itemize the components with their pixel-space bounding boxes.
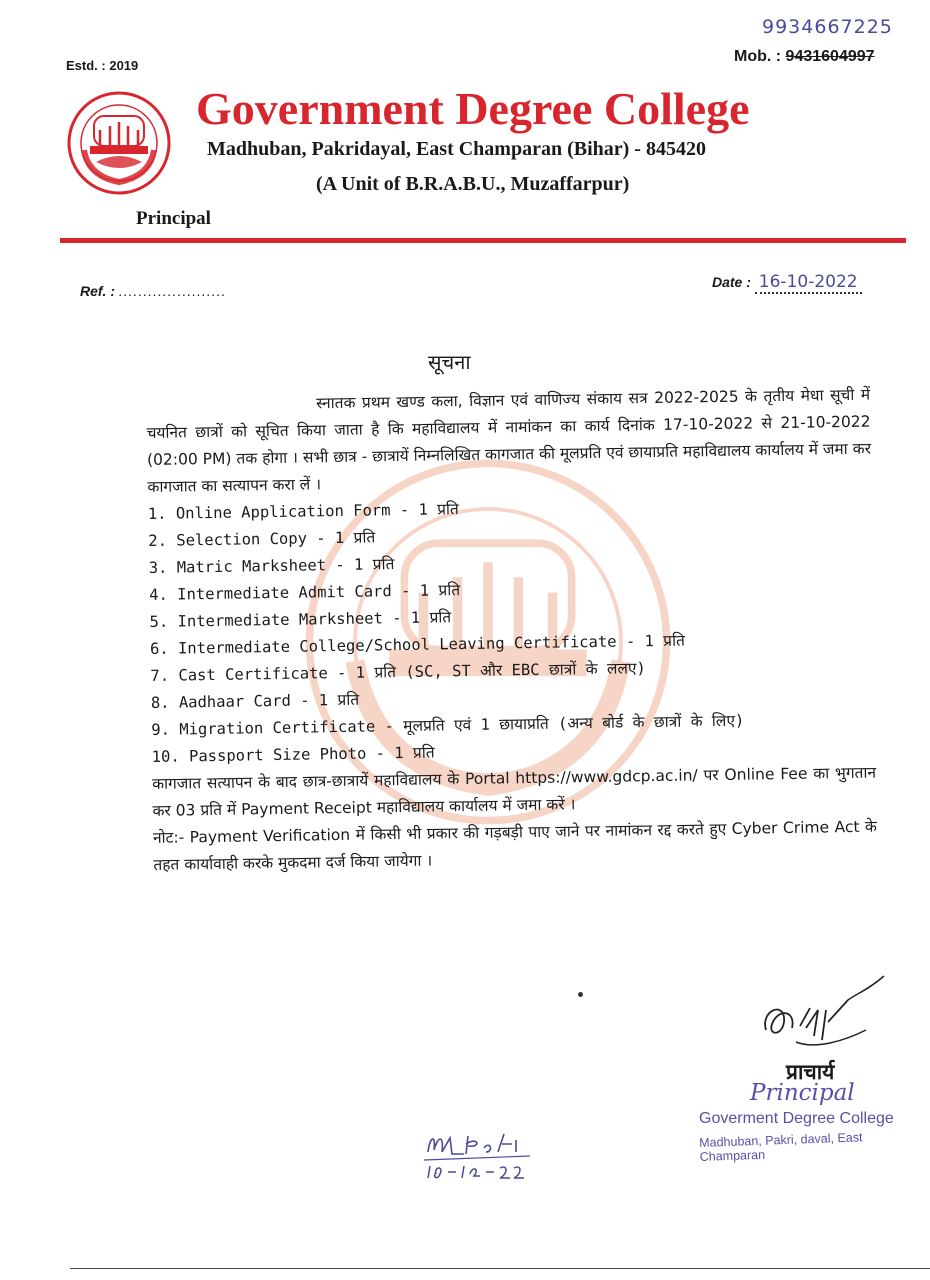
list-item: 1. Online Application Form - 1 प्रति: [147, 500, 459, 523]
header-divider: [60, 238, 906, 243]
list-item: 2. Selection Copy - 1 प्रति: [148, 528, 376, 550]
handwritten-mobile-number: 9934667225: [762, 16, 893, 38]
university-affiliation: (A Unit of B.R.A.B.U., Muzaffarpur): [316, 173, 630, 195]
page-bottom-rule: [70, 1268, 930, 1269]
list-item: 8. Aadhaar Card - 1 प्रति: [150, 690, 360, 712]
ink-dot: [578, 992, 583, 997]
warning-note: नोट:- Payment Verification में किसी भी प्रकार की गड़बड़ी पाए जाने पर नामांकन रद्द करते हुए Cyber Crime Act के तहत कार्यावाही करके मुकदमा दर्ज किया जायेगा ।: [152, 817, 878, 874]
signatory-title-english: Principal: [750, 1080, 855, 1106]
principal-signature: [756, 970, 896, 1060]
date-line: [712, 272, 862, 292]
college-address: Madhuban, Pakridayal, East Champaran (Bihar) - 845420: [207, 138, 706, 160]
mobile-number-struck: 9431604997: [785, 48, 875, 65]
ref-label: Ref. :: [80, 283, 119, 299]
stamp-college-address: Madhuban, Pakri, daval, East Champaran: [699, 1130, 863, 1164]
list-item: 4. Intermediate Admit Card - 1 प्रति: [149, 581, 461, 604]
list-item: 6. Intermediate College/School Leaving Certificate - 1 प्रति: [149, 631, 686, 658]
notice-body: [146, 382, 878, 879]
stamp-college-name: Goverment Degree College: [699, 1110, 894, 1127]
clerk-initials-signature: [420, 1126, 540, 1186]
date-label: Date :: [712, 274, 751, 290]
document-list: [148, 490, 876, 771]
mobile-label: Mob. :: [734, 48, 786, 65]
list-item: 9. Migration Certificate - मूलप्रति एवं 1 छायाप्रति (अन्य बोर्ड के छात्रों के लिए): [151, 711, 745, 739]
reference-line: [80, 283, 226, 299]
office-title: Principal: [136, 208, 211, 229]
list-item: 5. Intermediate Marksheet - 1 प्रति: [149, 608, 452, 631]
signatory-title-hindi: प्राचार्य: [786, 1060, 835, 1084]
payment-paragraph: कागजात सत्यापन के बाद छात्र-छात्रायें महाविद्यालय के Portal https://www.gdcp.ac.in/ पर Online Fee का भुगतान कर 03 प्रति में Payment Receipt महाविद्यालय कार्यालय में जमा करें ।: [152, 763, 877, 820]
university-seal-logo: [66, 90, 172, 196]
notice-title: सूचना: [428, 350, 471, 374]
notice-intro-paragraph: स्नातक प्रथम खण्ड कला, विज्ञान एवं वाणिज्य संकाय सत्र 2022-2025 के तृतीय मेधा सूची में चयनित छात्रों को सूचित किया जाता है कि महाविद्यालय में नामांकन का कार्य दिनांक 17-10-2022 से 21-10-2022 (02:00 PM) तक होगा । सभी छात्र - छात्रायें निम्नलिखित कागजात की मूलप्रति एवं छायाप्रति महाविद्यालय कार्यालय में जमा कर कागजात का सत्यापन करा लें ।: [146, 385, 872, 496]
established-year: Estd. : 2019: [66, 58, 139, 73]
list-item: 10. Passport Size Photo - 1 प्रति: [151, 743, 435, 766]
list-item: 7. Cast Certificate - 1 प्रति (SC, ST और EBC छात्रों के ललए): [150, 659, 646, 685]
mobile-line: [734, 48, 875, 66]
college-name: Government Degree College: [196, 83, 750, 134]
date-value: 16-10-2022: [755, 272, 862, 294]
list-item: 3. Matric Marksheet - 1 प्रति: [148, 555, 395, 577]
ref-blank: ......................: [118, 283, 227, 299]
